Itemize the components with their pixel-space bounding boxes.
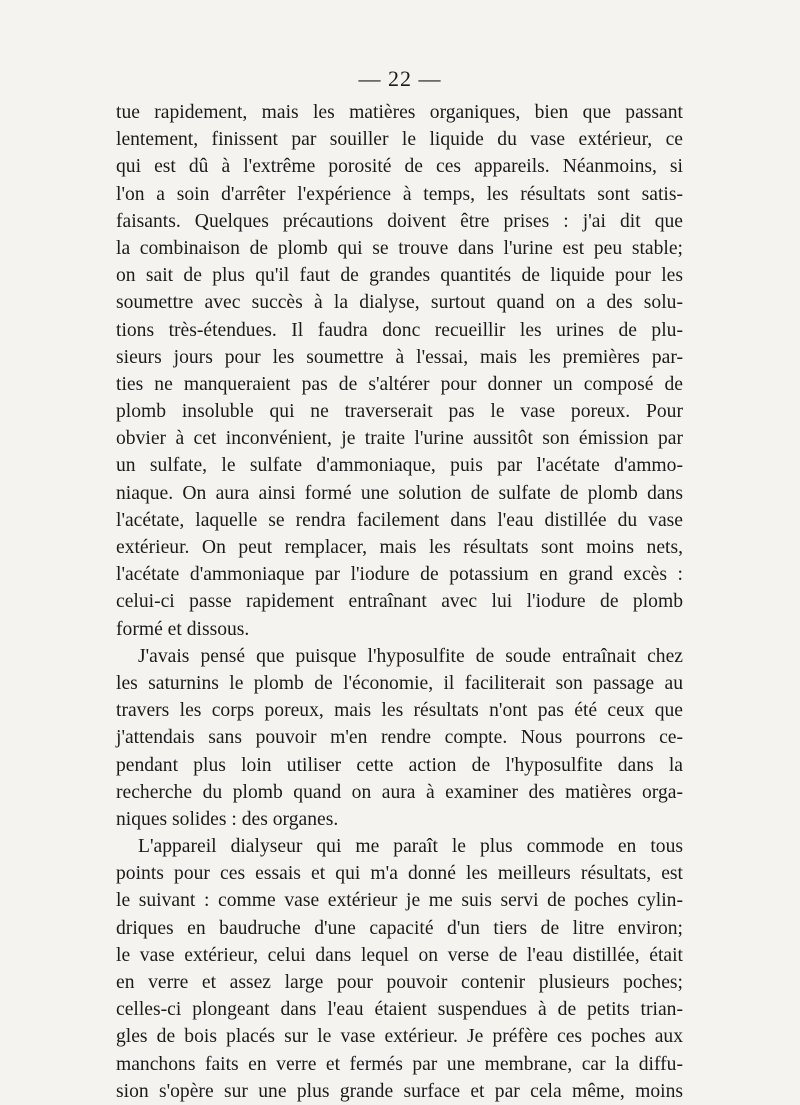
text-line: points pour ces essais et qui m'a donné les meilleurs résultats, est <box>116 863 683 885</box>
text-line: plomb insoluble qui ne traverserait pas le vase poreux. Pour <box>116 401 683 423</box>
text-line: celui-ci passe rapidement entraînant avec lui l'iodure de plomb <box>116 591 683 613</box>
text-line: J'avais pensé que puisque l'hyposulfite de soude entraînait chez <box>138 645 683 667</box>
text-line: niques solides : des organes. <box>116 808 339 830</box>
text-line: soumettre avec succès à la dialyse, surtout quand on a des solu- <box>116 292 683 314</box>
text-line: faisants. Quelques précautions doivent être prises : j'ai dit que <box>116 210 683 232</box>
text-line: le suivant : comme vase extérieur je me suis servi de poches cylin- <box>116 890 683 912</box>
text-line: tue rapidement, mais les matières organiques, bien que passant <box>116 102 683 123</box>
text-line: lentement, finissent par souiller le liquide du vase extérieur, ce <box>116 129 683 151</box>
text-line: formé et dissous. <box>116 618 250 640</box>
text-line: ties ne manqueraient pas de s'altérer pour donner un composé de <box>116 373 683 395</box>
text-line: sion s'opère sur une plus grande surface et par cela même, moins <box>116 1080 683 1102</box>
text-line: en verre et assez large pour pouvoir contenir plusieurs poches; <box>116 972 683 993</box>
text-line: qui est dû à l'extrême porosité de ces appareils. Néanmoins, si <box>116 156 683 178</box>
text-line: on sait de plus qu'il faut de grandes quantités de liquide pour les <box>116 265 683 287</box>
text-line: l'on a soin d'arrêter l'expérience à temps, les résultats sont satis- <box>116 183 683 205</box>
body-text <box>116 99 683 1105</box>
text-line: travers les corps poreux, mais les résultats n'ont pas été ceux que <box>116 700 683 722</box>
text-line: j'attendais sans pouvoir m'en rendre compte. Nous pourrons ce- <box>116 727 683 749</box>
text-line: driques en baudruche d'une capacité d'un tiers de litre environ; <box>116 917 683 939</box>
text-line: tions très-étendues. Il faudra donc recueillir les urines de plu- <box>116 319 683 341</box>
text-line: sieurs jours pour les soumettre à l'essai, mais les premières par- <box>116 346 683 368</box>
page-number: — 22 — <box>358 66 442 91</box>
text-line: recherche du plomb quand on aura à examiner des matières orga- <box>116 781 683 803</box>
text-line: niaque. On aura ainsi formé une solution de sulfate de plomb dans <box>116 482 683 504</box>
text-line: l'acétate d'ammoniaque par l'iodure de potassium en grand excès : <box>116 564 683 586</box>
text-line: un sulfate, le sulfate d'ammoniaque, puis par l'acétate d'ammo- <box>116 455 683 477</box>
text-line: pendant plus loin utiliser cette action de l'hyposulfite dans la <box>116 754 683 776</box>
text-line: gles de bois placés sur le vase extérieur. Je préfère ces poches aux <box>116 1026 683 1048</box>
text-line: le vase extérieur, celui dans lequel on verse de l'eau distillée, était <box>116 944 683 966</box>
text-line: l'acétate, laquelle se rendra facilement dans l'eau distillée du vase <box>116 509 683 531</box>
text-line: la combinaison de plomb qui se trouve dans l'urine est peu stable; <box>116 237 683 259</box>
text-line: manchons faits en verre et fermés par une membrane, car la diffu- <box>116 1053 683 1075</box>
text-line: L'appareil dialyseur qui me paraît le plus commode en tous <box>138 836 683 858</box>
text-line: obvier à cet inconvénient, je traite l'urine aussitôt son émission par <box>116 428 683 450</box>
text-line: extérieur. On peut remplacer, mais les résultats sont moins nets, <box>116 537 683 558</box>
text-line: celles-ci plongeant dans l'eau étaient suspendues à de petits trian- <box>116 999 683 1021</box>
text-line: les saturnins le plomb de l'économie, il faciliterait son passage au <box>116 672 683 694</box>
